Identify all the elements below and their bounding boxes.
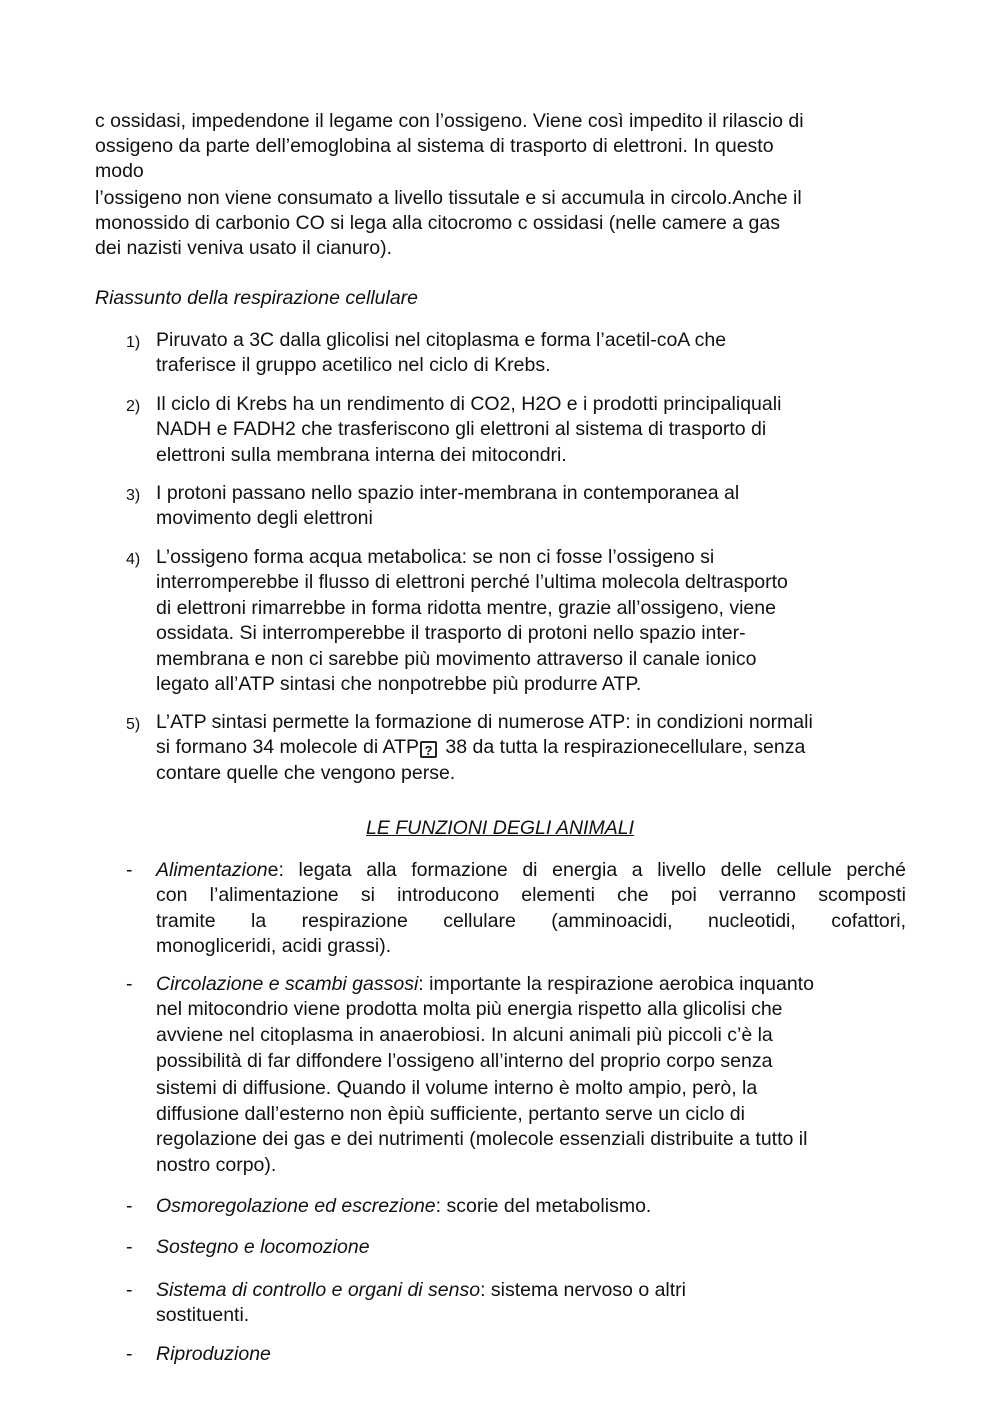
intro-line: monossido di carbonio CO si lega alla citocromo c ossidasi (nelle camere a gas xyxy=(95,212,780,234)
list-item: Il ciclo di Krebs ha un rendimento di CO2, H2O e i prodotti principaliquali NADH e FADH2 che trasferiscono gli elettroni al sistema di trasporto di elettroni sulla membrana interna dei mitocondri. xyxy=(156,393,782,466)
item-term: Riproduzione xyxy=(156,1343,271,1365)
intro-line: modo xyxy=(95,160,144,182)
summary-title: Riassunto della respirazione cellulare xyxy=(95,287,419,309)
list-item xyxy=(156,1235,906,1260)
list-item: Osmoregolazione ed escrezione: scorie del metabolismo. xyxy=(156,1195,652,1217)
item-term: Osmoregolazione ed escrezione xyxy=(156,1195,436,1217)
list-number: 1) xyxy=(126,334,141,351)
item-term: Sistema di controllo e organi di senso xyxy=(156,1279,481,1301)
list-item: L’ossigeno forma acqua metabolica: se non ci fosse l’ossigeno si interromperebbe il flusso di elettroni perché l’ultima molecola deltrasporto di elettroni rimarrebbe in forma ridotta mentre, grazie all’ossigeno, viene ossidata. Si interromperebbe il trasporto di protoni nello spazio inter- membrana e non ci sarebbe più movimento attraverso il canale ionico legato all’ATP sintasi che nonpotrebbe più produrre ATP. xyxy=(156,546,788,696)
list-item: Circolazione e scambi gassosi: importante la respirazione aerobica inquanto nel mitocondrio viene prodotta molta più energia rispetto alla glicolisi che avviene nel citoplasma in anaerobiosi. In alcuni animali più piccoli c’è la possibilità di far diffondere l’ossigeno all’interno del proprio corpo senza sistemi di diffusione. Quando il volume interno è molto ampio, però, la diffusione dall’esterno non èpiù sufficiente, pertanto serve un ciclo di regolazione dei gas e dei nutrimenti (molecole essenziali distribuite a tutto il nostro corpo). xyxy=(156,973,814,1176)
list-number: 4) xyxy=(126,551,141,568)
intro-line: ossigeno da parte dell’emoglobina al sistema di trasporto di elettroni. In questo xyxy=(95,135,774,157)
list-item: I protoni passano nello spazio inter-membrana in contemporanea al movimento degli elettroni xyxy=(156,482,740,530)
list-item: Piruvato a 3C dalla glicolisi nel citoplasma e forma l’acetil-coA che traferisce il gruppo acetilico nel ciclo di Krebs. xyxy=(156,329,727,377)
item-term: Sostegno e locomozione xyxy=(156,1236,370,1258)
intro-line: c ossidasi, impedendone il legame con l’ossigeno. Viene così impedito il rilascio di xyxy=(95,110,804,132)
bullet-dash: - xyxy=(126,1236,133,1258)
intro-line: dei nazisti veniva usato il cianuro). xyxy=(95,237,392,259)
item-term: Circolazione e scambi gassosi xyxy=(156,973,419,995)
missing-glyph-icon: ? xyxy=(420,741,437,758)
list-number: 2) xyxy=(126,398,141,415)
list-number: 5) xyxy=(126,716,141,733)
bullet-dash: - xyxy=(126,1279,133,1301)
bullet-dash: - xyxy=(126,859,133,881)
bullet-dash: - xyxy=(126,1343,133,1365)
list-item: Alimentazione: legata alla formazione di energia a livello delle cellule perché con l’alimentazione si introducono elementi che poi verranno scomposti tramite la respirazione cellulare (amminoacidi, nucleotidi, cofattori, monogliceridi, acidi grassi). xyxy=(156,859,906,958)
list-number: 3) xyxy=(126,487,141,504)
intro-line: l’ossigeno non viene consumato a livello tissutale e si accumula in circolo.Anche il xyxy=(95,187,802,209)
bullet-dash: - xyxy=(126,1195,133,1217)
list-item xyxy=(156,1342,906,1367)
section-heading: LE FUNZIONI DEGLI ANIMALI xyxy=(366,817,634,839)
list-item: Sistema di controllo e organi di senso: sistema nervoso o altri sostituenti. xyxy=(156,1279,687,1327)
list-item: L’ATP sintasi permette la formazione di numerose ATP: in condizioni normali si formano 34 molecole di ATP ? 38 da tutta la respirazionecellulare, senza contare quelle che vengono perse. xyxy=(156,711,813,784)
bullet-dash: - xyxy=(126,973,133,995)
item-term: Alimentazion xyxy=(156,859,268,881)
